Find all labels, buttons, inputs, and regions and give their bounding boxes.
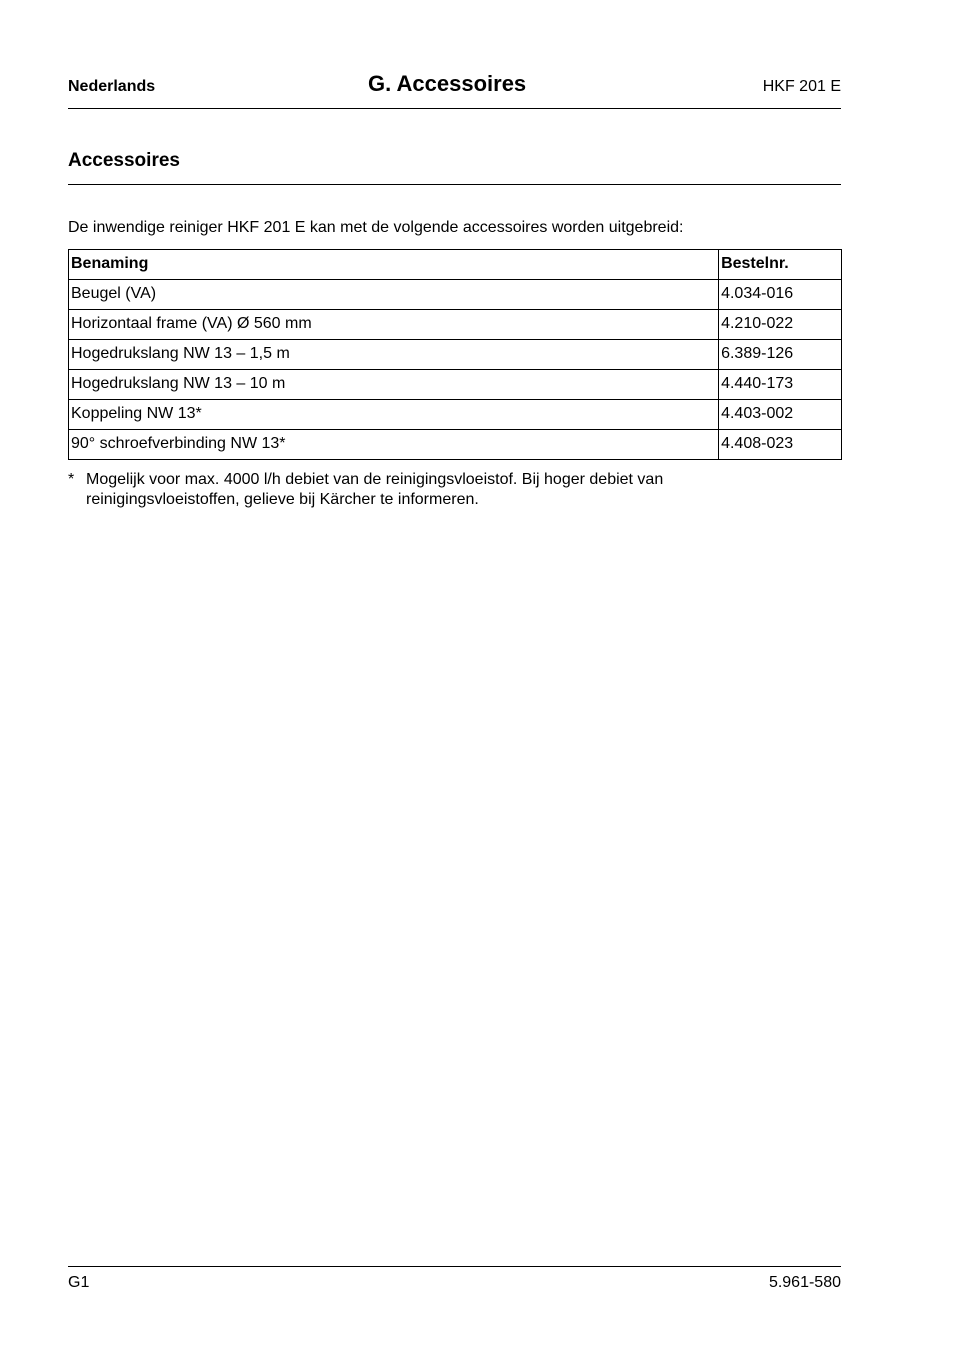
header-language: Nederlands — [68, 78, 156, 95]
footnote-marker: * — [68, 471, 75, 488]
table-row — [69, 340, 842, 370]
cell-benaming: Hogedrukslang NW 13 – 10 m — [69, 370, 719, 400]
accessories-table — [68, 249, 842, 460]
cell-benaming: Beugel (VA) — [69, 280, 719, 310]
table-row — [69, 280, 842, 310]
cell-benaming: Hogedrukslang NW 13 – 1,5 m — [69, 340, 719, 370]
cell-bestelnr: 4.440-173 — [719, 370, 842, 400]
page-footer — [68, 1266, 841, 1297]
table-row — [69, 400, 842, 430]
cell-bestelnr: 4.408-023 — [719, 430, 842, 460]
table-header-row — [69, 250, 842, 280]
header-model: HKF 201 E — [762, 78, 841, 95]
table-row — [69, 370, 842, 400]
column-header-bestelnr: Bestelnr. — [719, 250, 842, 280]
intro-text: De inwendige reiniger HKF 201 E kan met de volgende accessoires worden uitgebreid: — [68, 219, 684, 236]
cell-benaming: Horizontaal frame (VA) Ø 560 mm — [69, 310, 719, 340]
cell-benaming: 90° schroefverbinding NW 13* — [69, 430, 719, 460]
column-header-benaming: Benaming — [69, 250, 719, 280]
chapter-title: G. Accessoires — [368, 71, 527, 96]
table-row — [69, 430, 842, 460]
cell-benaming: Koppeling NW 13* — [69, 400, 719, 430]
cell-bestelnr: 4.403-002 — [719, 400, 842, 430]
cell-bestelnr: 6.389-126 — [719, 340, 842, 370]
page-header — [68, 70, 841, 109]
page-number: G1 — [68, 1274, 90, 1291]
section-title: Accessoires — [68, 150, 841, 185]
document-number: 5.961-580 — [768, 1274, 841, 1291]
footnote — [68, 470, 788, 510]
table-row — [69, 310, 842, 340]
cell-bestelnr: 4.034-016 — [719, 280, 842, 310]
cell-bestelnr: 4.210-022 — [719, 310, 842, 340]
footnote-text: Mogelijk voor max. 4000 l/h debiet van de reinigingsvloeistof. Bij hoger debiet van reinigingsvloeistoffen, gelieve bij Kärcher te informeren. — [86, 471, 664, 508]
